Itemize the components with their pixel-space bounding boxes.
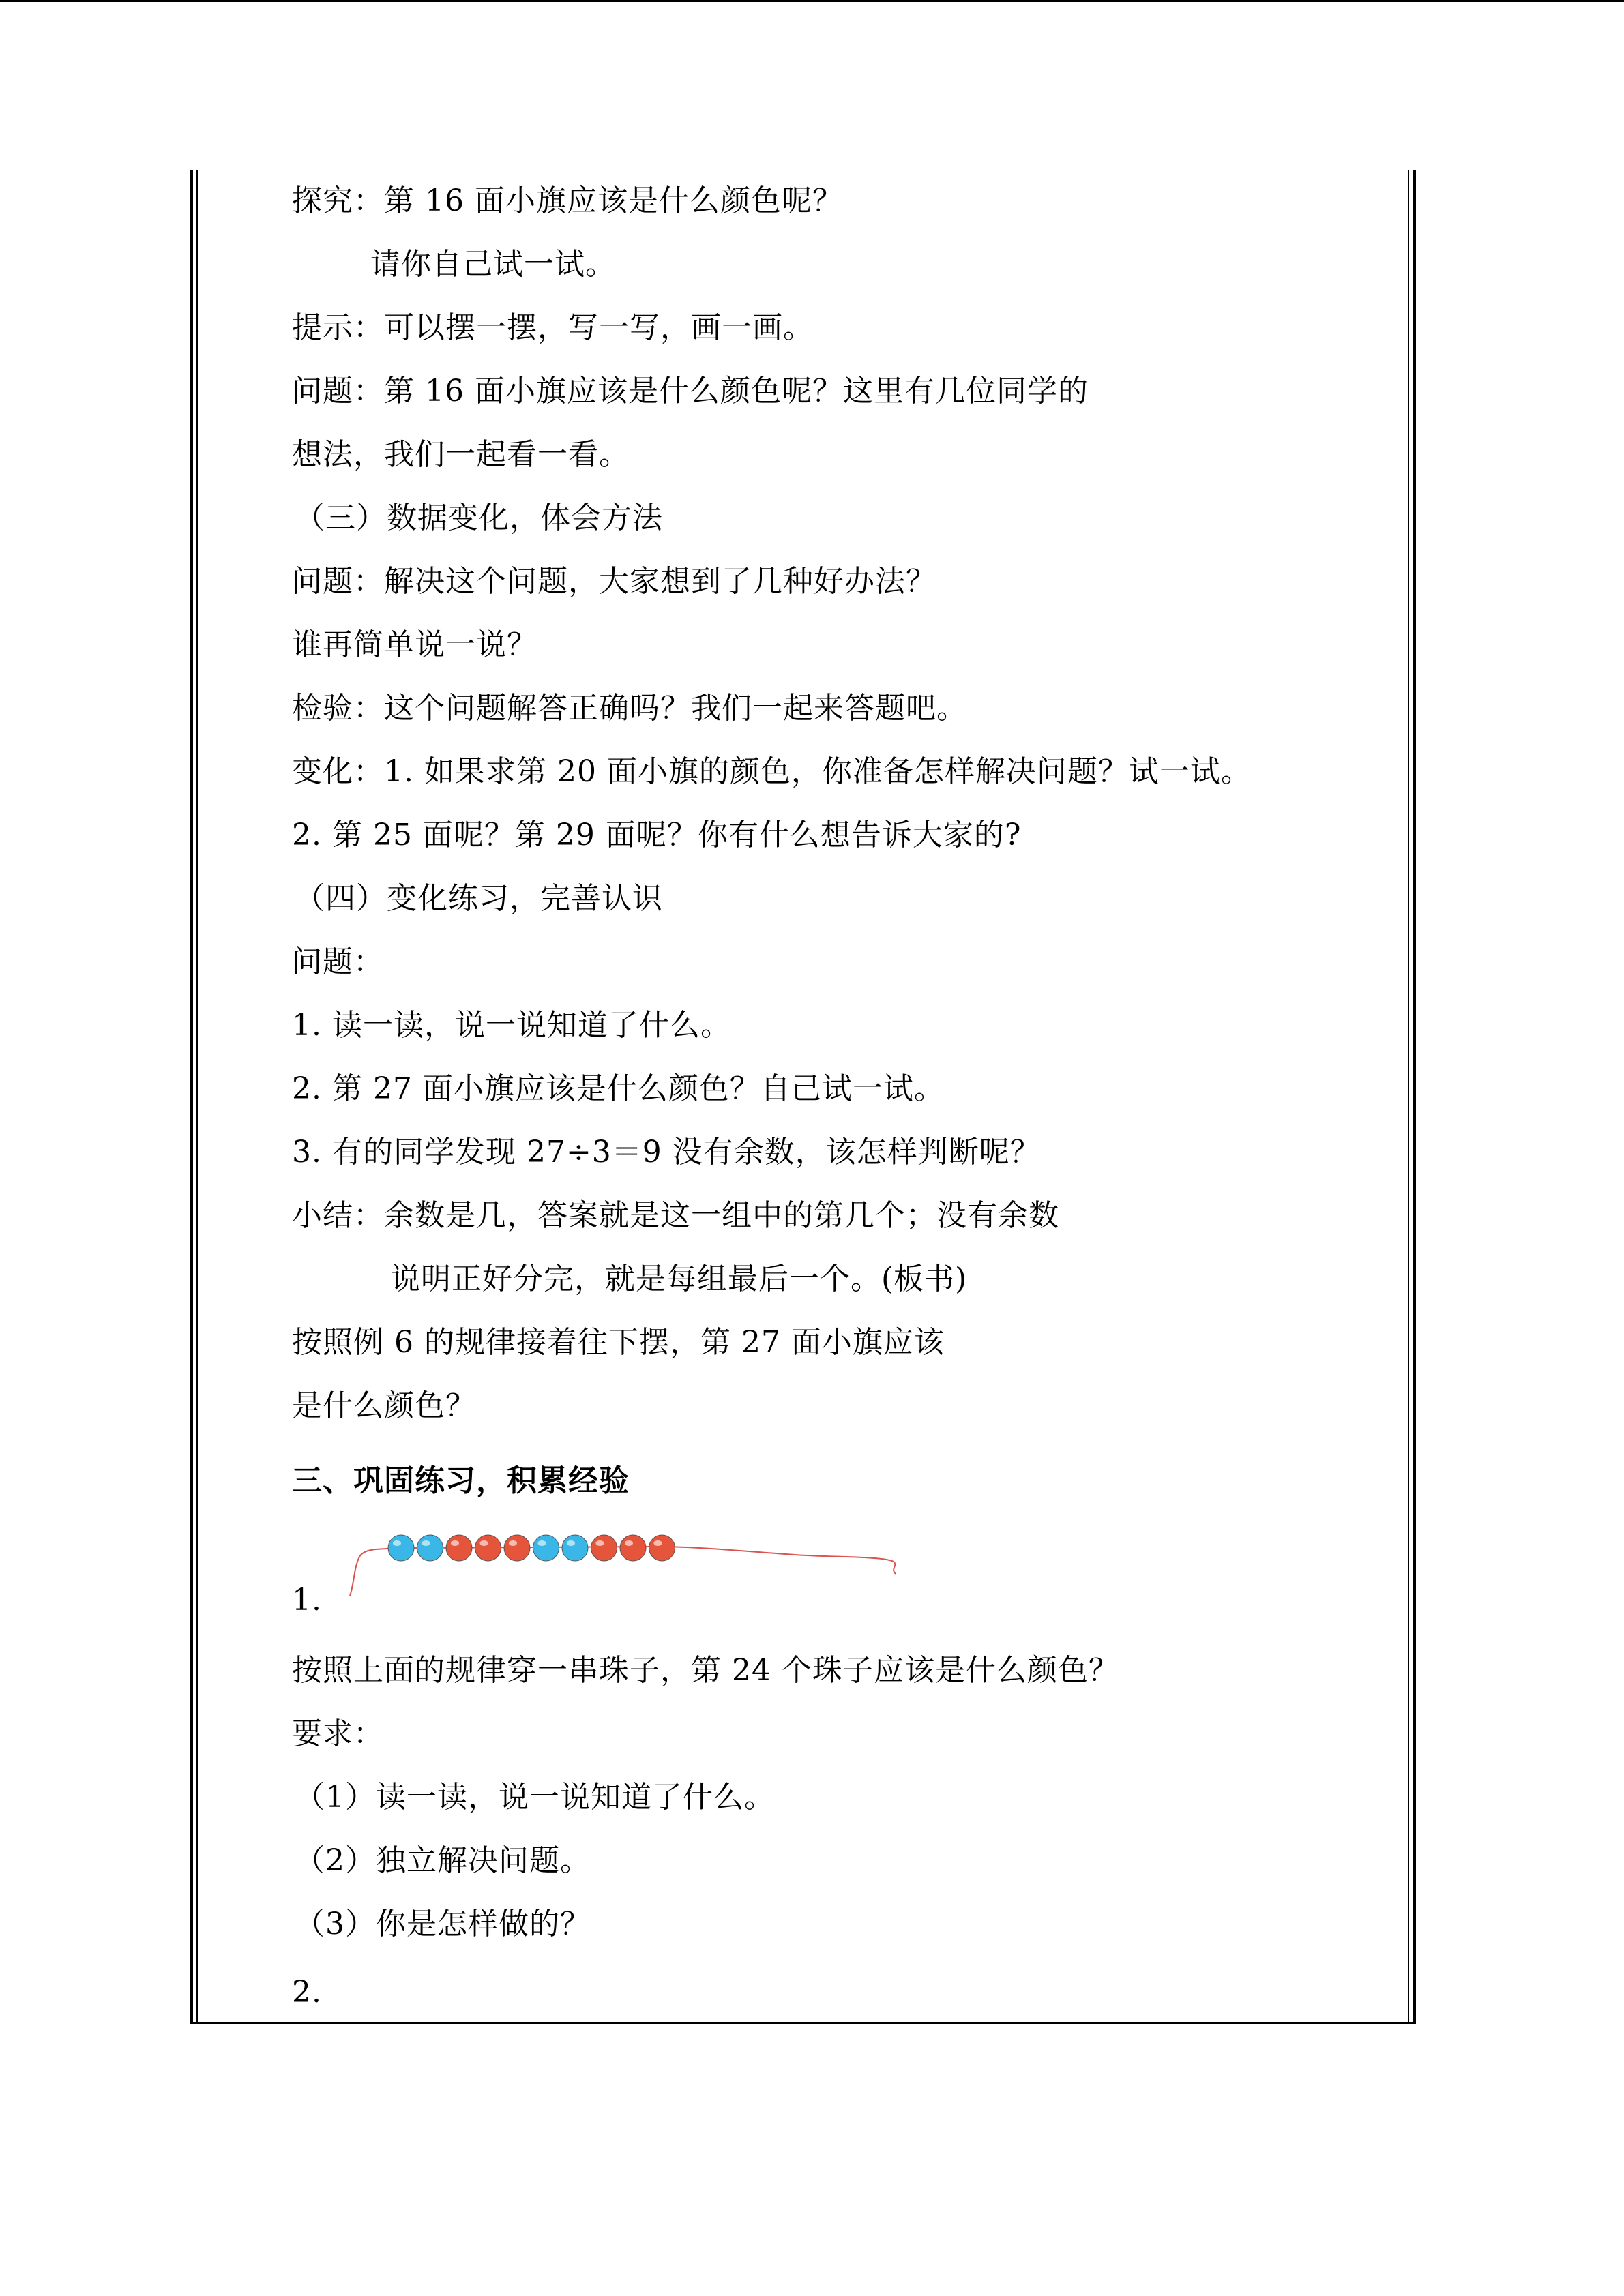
bead-highlight xyxy=(625,1540,633,1546)
red-bead xyxy=(620,1535,646,1561)
red-bead xyxy=(649,1535,675,1561)
hint-text: 提示：可以摆一摆，写一写，画一画。 xyxy=(292,310,814,345)
question-label: 问题： xyxy=(292,944,384,979)
bead-highlight xyxy=(567,1540,575,1546)
blue-bead xyxy=(562,1535,588,1561)
flag-question: 按照例 6 的规律接着往下摆，第 27 面小旗应该 xyxy=(292,1325,945,1360)
variation-text-1: 变化：1. 如果求第 20 面小旗的颜色，你准备怎样解决问题？试一试。 xyxy=(292,754,1252,789)
question-text-1: 问题：第 16 面小旗应该是什么颜色呢？这里有几位同学的 xyxy=(292,374,1089,408)
red-bead xyxy=(475,1535,501,1561)
bead-string-image xyxy=(344,1519,911,1601)
bead-question: 按照上面的规律穿一串珠子，第 24 个珠子应该是什么颜色？ xyxy=(292,1653,1119,1688)
variation-text-2: 2. 第 25 面呢？第 29 面呢？你有什么想告诉大家的? xyxy=(292,818,1022,852)
bead-highlight xyxy=(538,1540,546,1546)
red-bead xyxy=(504,1535,530,1561)
flag-question-cont: 是什么颜色？ xyxy=(292,1388,476,1423)
bead-highlight xyxy=(654,1540,662,1546)
question-item-2: 2. 第 27 面小旗应该是什么颜色？自己试一试。 xyxy=(292,1071,945,1106)
question-item-3: 3. 有的同学发现 27÷3＝9 没有余数，该怎样判断呢？ xyxy=(292,1135,1041,1169)
bead-highlight xyxy=(509,1540,517,1546)
bead-highlight xyxy=(596,1540,604,1546)
try-yourself: 请你自己试一试。 xyxy=(370,247,616,282)
red-bead xyxy=(446,1535,472,1561)
summary-text: 小结：余数是几，答案就是这一组中的第几个；没有余数 xyxy=(292,1198,1059,1233)
requirement-2: （2）独立解决问题。 xyxy=(295,1843,591,1878)
requirement-3: （3）你是怎样做的？ xyxy=(295,1907,591,1941)
blue-bead xyxy=(533,1535,559,1561)
red-bead xyxy=(591,1535,617,1561)
question-item-1: 1. 读一读，说一说知道了什么。 xyxy=(292,1008,731,1043)
requirements-label: 要求： xyxy=(292,1716,384,1751)
summary-text-cont: 说明正好分完，就是每组最后一个。(板书) xyxy=(390,1262,968,1296)
check-text: 检验：这个问题解答正确吗？我们一起来答题吧。 xyxy=(292,691,967,726)
question-text-2: 问题：解决这个问题，大家想到了几种好办法？ xyxy=(292,564,936,599)
blue-bead xyxy=(388,1535,414,1561)
question-text-1-cont: 想法，我们一起看一看。 xyxy=(292,437,630,472)
bead-highlight xyxy=(422,1540,430,1546)
bead-highlight xyxy=(393,1540,401,1546)
blue-bead xyxy=(417,1535,443,1561)
bead-highlight xyxy=(451,1540,459,1546)
section-heading-3: （三）数据变化，体会方法 xyxy=(295,501,663,535)
bead-highlight xyxy=(480,1540,488,1546)
exercise-number-1: 1. xyxy=(292,1583,322,1617)
page-top-rule xyxy=(0,0,1624,2)
requirement-1: （1）读一读，说一说知道了什么。 xyxy=(295,1780,775,1815)
section-heading-practice: 三、巩固练习，积累经验 xyxy=(292,1463,630,1498)
retell-text: 谁再简单说一说？ xyxy=(292,627,537,662)
exercise-number-2: 2. xyxy=(292,1975,322,2010)
explore-question: 探究：第 16 面小旗应该是什么颜色呢？ xyxy=(292,183,843,218)
section-heading-4: （四）变化练习，完善认识 xyxy=(295,881,663,916)
